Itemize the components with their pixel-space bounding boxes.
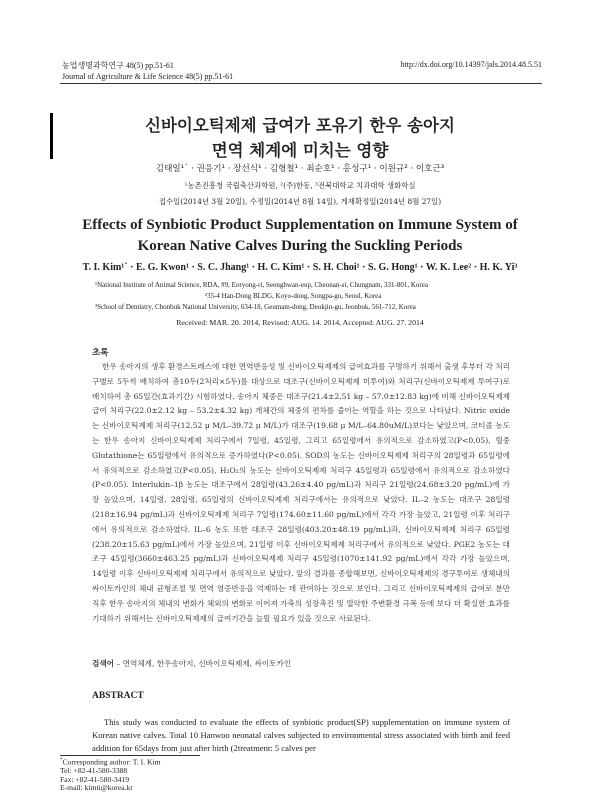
abstract-ko-heading: 초록 [92,348,109,358]
header-rule [60,83,542,84]
doi-link[interactable]: http://dx.doi.org/10.14397/jals.2014.48.5.51 [400,60,542,69]
abstract-ko-body: 한우 송아지의 생후 환경스트레스에 대한 면역반응성 및 신바이오틱제제의 급여효과를 구명하기 위해서 출생 후부터 각 처리구별로 5두씩 배치하여 총10두(2처리×5두)를 대상으로 대조구(신바이오틱제제 미투여)와 처리구(신바이오틱제제 투여구)로 배치하여 총 65일간(효과기간) 시험하였다. 송아지 체중은 대조구(21.4±2.51 kg – 57.0±12.83 kg)에 비해 신바이오틱제제 급여 처리구(22.0±2.12 kg – 53.2±4.32 kg) 개체간의 체중의 편차를 줄이는 역할을 하는 것으로 나타났다. Nitric oxide는 신바이오틱제제 처리구(12.52 μ M/L–39.72 μ M/L)가 대조구(19.68 μ M/L–64.80uM/L)보다는 낮았으며, 코티졸 농도는 한우 송아지 신바이오틱제제 처리구에서 7일령, 45일령, 그리고 65일령에서 유의적으로 감소하였고(P<0.05), 혈중 Glutathione는 65일령에서 유의적으로 증가하였다(P<0.05). SOD의 농도는 신바이오틱제제 처리구의 28일령과 65일령에서 유의적으로 감소하였고(P<0.05), H₂O₂의 농도는 신바이오틱제제 처리구 45일령과 65일령에서 유의적으로 감소하였다(P<0.05). Interlukin–1β 농도는 대조구에서 28일령(43.26±4.40 pg/mL)과 처리구 21일령(24.68±3.20 pg/mL)에 가장 높았으며, 14일령, 28일령, 65일령의 신바이오틱제제 처리구에서는 유의적으로 낮았다. IL–2 농도는 대조구 28일령(218±16.94 pg/mL)과 신바이오틱제제 처리구 7일령(174.60±11.60 pg/mL)에서 각각 가장 높았고, 21일령 이후 처리구에서 유의적으로 감소하였다. IL–6 농도 또한 대조구 28일령(403.20±48.19 pg/mL)과, 신바이오틱제제 처리구 65일령(238.20±15.63 pg/mL)에서 가장 높았으며, 21일령 이후 신바이오틱제제 처리구에서 유의적으로 낮았다. PGE2 농도는 대조구 45일령(3660±463.25 pg/mL)과 신바이오틱제제 처리구 45일령(1070±141.92 pg/mL)에서 각각 가장 높았으며, 14일령 이후 신바이오틱제제 처리구에서 유의적으로 낮았다. 앞의 결과를 종합해보면, 신바이오틱제제의 경구투여로 생체내의 싸이토카인의 체내 균형조절 및 면역 염증반응을 억제하는 데 관여하는 것으로 보인다. 그리고 신바이오틱제제의 급여로 분만 직후 한우 송아지의 체내의 변화가 체외의 변화로 이어져 가축의 성장촉진 및 열악한 주변환경 극복 등에 보다 더 확실한 효과를 기대하기 위해서는 신바이오틱제제의 급여기간을 늘릴 필요가 있을 것으로 사료된다. [92,362,510,623]
running-header-left [62,60,233,82]
title-en-line2: Korean Native Calves During the Suckling Periods [137,238,463,254]
title-ko-line1: 신바이오틱제제 급여가 포유기 한우 송아지 [145,116,455,135]
title-en-line1: Effects of Synbiotic Product Supplementation on Immune System of [82,217,518,233]
affiliation-3: ³School of Dentistry, Chonbuk National University, 634-18, Geumam-dong, Deokjin-gu, Jeonbuk, 561-712, Korea [95,303,416,311]
dates-korean: 접수일(2014년 3월 20일), 수정일(2014년 8월 14일), 게재확정일(2014년 8월 27일) [158,197,442,206]
authors-english: T. I. Kim¹˙ · E. G. Kwon¹ · S. C. Jhang¹ · H. C. Kim¹ · S. H. Choi¹ · S. G. Hong¹ · W. K. Lee² · H. K. Yi³ [82,262,518,273]
affiliation-1: ¹National Institute of Animal Science, RDA, #9, Eoryong-ri, Seonghwan-eup, Cheonan-si, Chungnam, 331-801, Korea [95,281,428,289]
keywords-text: – 면역체계, 한우송아지, 신바이오틱제제, 싸이토카인 [116,659,292,668]
dates-english: Received: MAR. 20. 2014, Revised: AUG. 14. 2014, Accepted: AUG. 27. 2014 [176,318,424,327]
footnote: *Corresponding author: T. I. Kim Tel: +82-41-580-3388 Fax: +82-41-580-3419 E-mail: kimti@korea.kr [60,757,161,793]
authors-korean: 김태일¹˙ · 권응기¹ · 장선식¹ · 김형철¹ · 최순호¹ · 홍성구¹ · 이원규² · 이호근³ [155,164,445,174]
footnote-fax: Fax: +82-41-580-3419 [60,774,130,784]
abstract-en-body: This study was conducted to evaluate the effects of synbiotic product(SP) supplementation on immune system of Korean native calves. Total 10 Hanwoo neonatal calves subjected to environmental stress associated with birth and feed addition for 65days from just after birth (2treatment: 5 calves per [92,717,510,753]
keywords-label: 검색어 [92,659,115,668]
affiliation-2: ²35-4 Han-Dong BLDG, Koyo-dong, Songpa-gu, Seoul, Korea [205,292,382,300]
affiliations-korean: ¹농촌진흥청 국립축산과학원, ²(주)한동, ³전북대학교 치과대학 생화학실 [184,181,416,190]
footnote-rule [60,755,200,756]
abstract-en-heading: ABSTRACT [92,691,144,701]
journal-korean: 농업생명과학연구 48(5) pp.51-61 [62,61,174,70]
title-ko-line2: 면역 체계에 미치는 영향 [211,141,389,160]
footnote-author: Corresponding author: T. I. Kim [62,757,161,767]
keywords [92,658,291,669]
journal-english: Journal of Agriculture & Life Science 48(5) pp.51-61 [62,72,234,81]
footnote-tel: Tel: +82-41-580-3388 [60,766,128,776]
footnote-email[interactable]: E-mail: kimti@korea.kr [60,783,133,793]
